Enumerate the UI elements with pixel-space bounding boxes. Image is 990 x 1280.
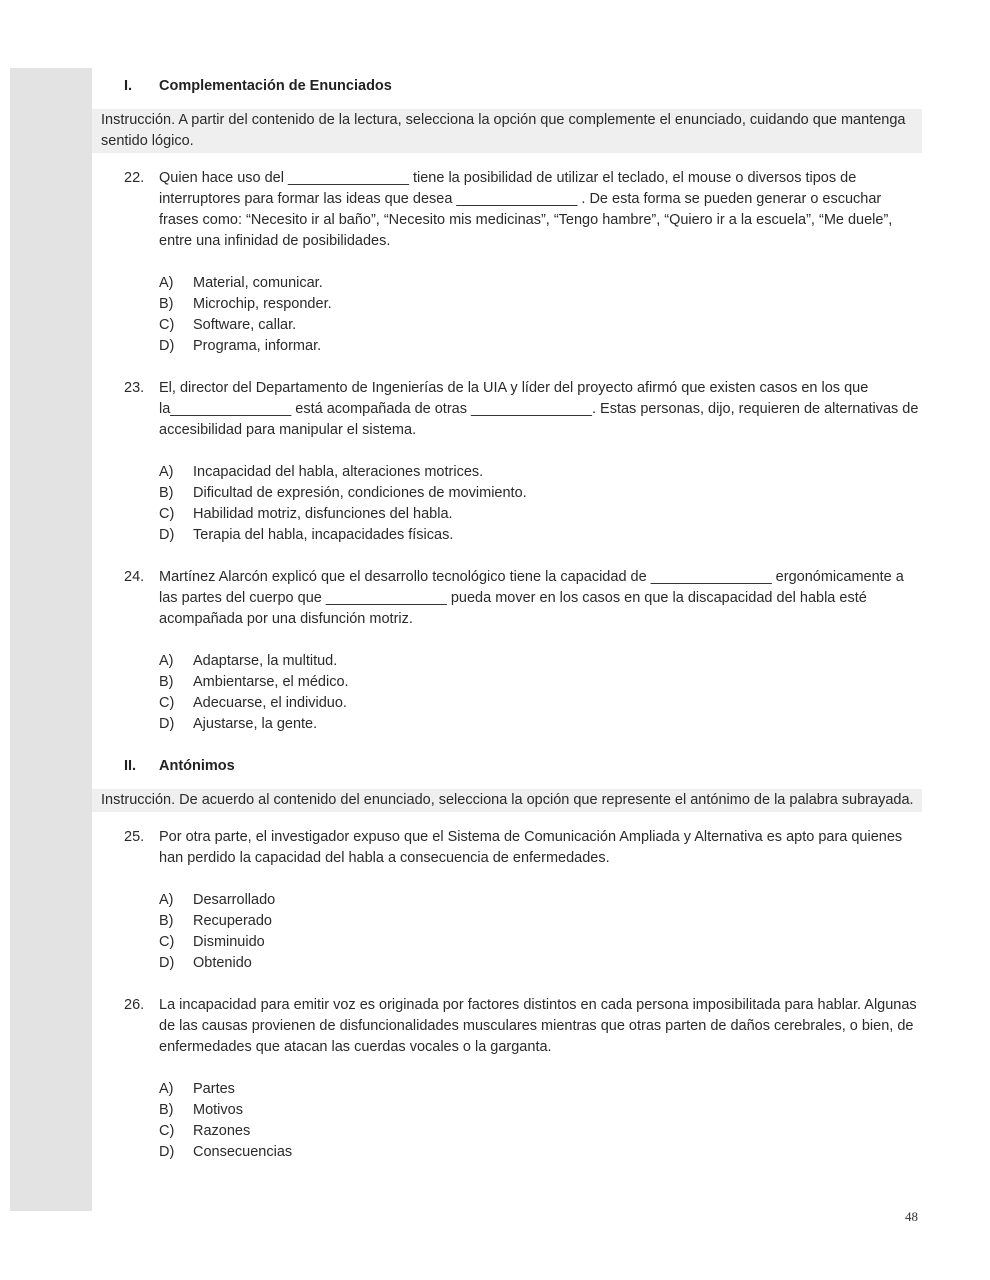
- instruction-text: Instrucción. De acuerdo al contenido del enunciado, selecciona la opción que represente el antónimo de la palabra subrayada.: [92, 789, 922, 812]
- answer-options: [92, 1079, 922, 1163]
- answer-option: [159, 525, 922, 546]
- option-text: Recuperado: [193, 913, 272, 929]
- section-title: Complementación de Enunciados: [159, 78, 392, 94]
- answer-option: [159, 273, 922, 294]
- answer-option: [159, 932, 922, 953]
- answer-option: [159, 890, 922, 911]
- option-text: Material, comunicar.: [193, 275, 323, 291]
- answer-option: [159, 336, 922, 357]
- option-text: Adecuarse, el individuo.: [193, 695, 347, 711]
- option-text: Desarrollado: [193, 892, 276, 908]
- answer-option: [159, 651, 922, 672]
- answer-options: [92, 890, 922, 974]
- option-text: Ambientarse, el médico.: [193, 674, 349, 690]
- answer-option: [159, 462, 922, 483]
- option-letter: C): [159, 317, 175, 333]
- option-text: Software, callar.: [193, 317, 297, 333]
- option-text: Incapacidad del habla, alteraciones motrices.: [193, 464, 484, 480]
- answer-option: [159, 911, 922, 932]
- question-item: [92, 378, 922, 441]
- answer-option: [159, 953, 922, 974]
- option-letter: A): [159, 275, 174, 291]
- option-letter: B): [159, 674, 174, 690]
- option-text: Razones: [193, 1123, 251, 1139]
- question-number: 23.: [124, 380, 145, 396]
- answer-option: [159, 1121, 922, 1142]
- option-letter: D): [159, 338, 175, 354]
- document-body: [92, 68, 922, 1184]
- option-letter: D): [159, 1144, 175, 1160]
- option-text: Dificultad de expresión, condiciones de movimiento.: [193, 485, 527, 501]
- question-item: [92, 827, 922, 869]
- question-text: Por otra parte, el investigador expuso que el Sistema de Comunicación Ampliada y Alternativa es apto para quienes han perdido la capacidad del habla a consecuencia de enfermedades.: [159, 829, 903, 866]
- question-number: 25.: [124, 829, 145, 845]
- option-letter: A): [159, 653, 174, 669]
- option-letter: C): [159, 934, 175, 950]
- option-text: Microchip, responder.: [193, 296, 332, 312]
- option-letter: B): [159, 1102, 174, 1118]
- option-text: Adaptarse, la multitud.: [193, 653, 338, 669]
- answer-options: [92, 462, 922, 546]
- answer-option: [159, 714, 922, 735]
- option-letter: B): [159, 296, 174, 312]
- answer-option: [159, 294, 922, 315]
- answer-option: [159, 315, 922, 336]
- section-title: Antónimos: [159, 758, 235, 774]
- answer-option: [159, 483, 922, 504]
- option-text: Programa, informar.: [193, 338, 322, 354]
- answer-options: [92, 273, 922, 357]
- option-letter: B): [159, 913, 174, 929]
- question-number: 26.: [124, 997, 145, 1013]
- option-text: Disminuido: [193, 934, 265, 950]
- option-text: Partes: [193, 1081, 235, 1097]
- question-item: [92, 567, 922, 630]
- option-letter: C): [159, 1123, 175, 1139]
- page-margin-bar: [10, 68, 92, 1211]
- option-letter: A): [159, 1081, 174, 1097]
- option-letter: B): [159, 485, 174, 501]
- answer-options: [92, 651, 922, 735]
- option-text: Habilidad motriz, disfunciones del habla.: [193, 506, 453, 522]
- section-heading: [92, 76, 922, 97]
- question-text: Martínez Alarcón explicó que el desarrollo tecnológico tiene la capacidad de _______________ ergonómicamente a las partes del cuerpo que _______________ pueda mover en los casos en que la discapacidad del habla esté acompañada por una disfunción motriz.: [159, 569, 904, 627]
- answer-option: [159, 504, 922, 525]
- question-number: 24.: [124, 569, 145, 585]
- option-text: Terapia del habla, incapacidades físicas.: [193, 527, 454, 543]
- page-number: 48: [905, 1209, 918, 1224]
- section-number: II.: [124, 758, 137, 774]
- instruction-text: Instrucción. A partir del contenido de la lectura, selecciona la opción que complemente el enunciado, cuidando que mantenga sentido lógico.: [92, 109, 922, 153]
- answer-option: [159, 1100, 922, 1121]
- option-letter: C): [159, 695, 175, 711]
- option-letter: A): [159, 464, 174, 480]
- answer-option: [159, 693, 922, 714]
- question-number: 22.: [124, 170, 145, 186]
- option-text: Obtenido: [193, 955, 252, 971]
- section-number: I.: [124, 78, 133, 94]
- option-text: Motivos: [193, 1102, 243, 1118]
- option-letter: C): [159, 506, 175, 522]
- option-text: Ajustarse, la gente.: [193, 716, 318, 732]
- option-text: Consecuencias: [193, 1144, 293, 1160]
- option-letter: D): [159, 527, 175, 543]
- answer-option: [159, 672, 922, 693]
- answer-option: [159, 1079, 922, 1100]
- option-letter: D): [159, 955, 175, 971]
- option-letter: D): [159, 716, 175, 732]
- section-heading: [92, 756, 922, 777]
- answer-option: [159, 1142, 922, 1163]
- question-text: Quien hace uso del _______________ tiene la posibilidad de utilizar el teclado, el mouse o diversos tipos de interruptores para formar las ideas que desea _______________ . De esta forma se pueden generar o escuchar frases como: “Necesito ir al baño”, “Necesito mis medicinas”, “Tengo hambre”, “Quiero ir a la escuela”, “Me duele”, entre una infinidad de posibilidades.: [159, 170, 893, 249]
- question-item: [92, 995, 922, 1058]
- question-item: [92, 168, 922, 252]
- option-letter: A): [159, 892, 174, 908]
- question-text: La incapacidad para emitir voz es originada por factores distintos en cada persona imposibilitada para hablar. Algunas de las causas provienen de disfuncionalidades musculares mientras que otras parten de daños cerebrales, o bien, de enfermedades que atacan las cuerdas vocales o la garganta.: [159, 997, 917, 1055]
- question-text: El, director del Departamento de Ingenierías de la UIA y líder del proyecto afirmó que existen casos en los que la_______________ está acompañada de otras _______________. Estas personas, dijo, requieren de alternativas de accesibilidad para manipular el sistema.: [159, 380, 919, 438]
